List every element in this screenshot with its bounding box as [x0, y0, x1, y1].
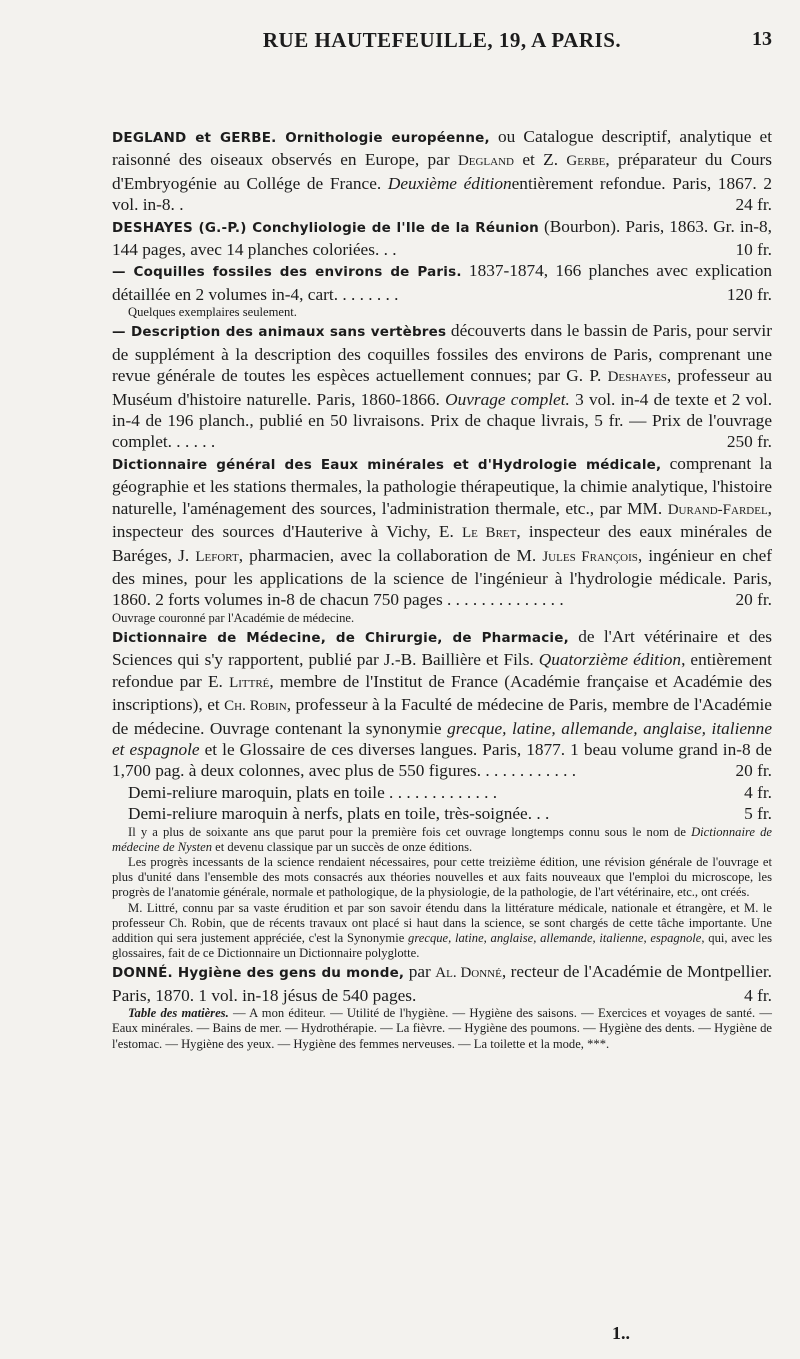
- binding-option: [112, 803, 772, 824]
- entry-text: et Z.: [513, 150, 567, 170]
- price: 24 fr.: [735, 195, 772, 215]
- note-languages: grecque, latine, anglaise, allemande, italienne, espagnole: [408, 931, 702, 946]
- binding-label: Demi-reliure maroquin à nerfs, plats en toile, très-soignée. . .: [128, 804, 550, 824]
- author-name: Durand-Fardel: [667, 501, 768, 518]
- entry-text: , entièrement refondue par E.: [112, 650, 772, 691]
- price: 10 fr.: [735, 240, 772, 260]
- author-name: Degland: [457, 153, 514, 170]
- entry-text: (Bourbon). Paris, 1863. Gr. in-8, 144 pages, avec 14 planches coloriées. . .: [112, 216, 772, 260]
- edition-note: Quatorzième édition: [538, 650, 682, 670]
- entry-coquilles: [112, 260, 772, 305]
- toc-text: — A mon éditeur. — Utilité de l'hygiène. — Hygiène des saisons. — Exercices et voyages de santé. — Eaux minérales. — Bains de mer. — Hydrothérapie. — La fièvre. — Hygiène des poumons. — Hygiène des dents. — Hygiène de l'estomac. — Hygiène des yeux. — Hygiène des femmes nerveuses. — La toilette et la mode, ***.: [112, 1006, 772, 1051]
- edition-note: Deuxième édition: [387, 173, 512, 193]
- entry-heading: Dictionnaire général des Eaux minérales et d'Hydrologie médicale,: [112, 456, 662, 473]
- entry-text: et le Glossaire de ces diverses langues. Paris, 1877. 1 beau volume grand in-8 de 1,700 pag. à deux colonnes, avec plus de 550 figures. . . . . . . . . . . .: [112, 739, 772, 781]
- entry-heading: — Description des animaux sans vertèbres: [112, 324, 447, 341]
- author-name: Ch. Robin: [224, 698, 287, 715]
- running-head: [112, 28, 772, 58]
- author-name: Le Bret: [462, 525, 517, 542]
- entry-heading: DEGLAND et GERBE. Ornithologie européenne,: [112, 130, 490, 146]
- entry-eaux-minerales: [112, 453, 772, 611]
- price: 5 fr.: [744, 804, 772, 824]
- price: 20 fr.: [735, 761, 772, 781]
- binding-label: Demi-reliure maroquin, plats en toile . . . . . . . . . . . . .: [128, 782, 498, 802]
- entry-deshayes: [112, 216, 772, 261]
- price: 4 fr.: [744, 782, 772, 802]
- page-number: 13: [752, 28, 772, 50]
- language-list: grecque, latine, allemande, anglaise, italienne et espagnole: [112, 718, 772, 759]
- catalogue-entries: [112, 126, 772, 1052]
- entry-text: , professeur à la Faculté de médecine de Paris, membre de l'Académie de médecine. Ouvrage contenant la synonymie: [112, 695, 772, 738]
- note-text: M. Littré, connu par sa vaste érudition et par son savoir étendu dans la littérature médicale, nationale et étrangère, et M. le professeur Ch. Robin, que de récents travaux ont placé si haut dans la science, se sont chargés de cette tâche importante. Une addition qui sera justement appréciée, c'est la Synonymie: [112, 900, 772, 946]
- price: 120 fr.: [726, 284, 772, 304]
- binding-option: [112, 782, 772, 803]
- entry-text: 1837-1874, 166 planches avec explication détaillée en 2 volumes in-4, cart. . . . . . . .: [112, 261, 772, 304]
- entry-text: ou Catalogue descriptif, analytique et raisonné des oiseaux observés en Europe, par: [112, 127, 773, 170]
- entry-text: , recteur de l'Académie de Montpellier. Paris, 1870. 1 vol. in-18 jésus de 540 pages.: [112, 962, 773, 1005]
- entry-donne: [112, 961, 772, 1006]
- entry-heading: Dictionnaire de Médecine, de Chirurgie, de Pharmacie,: [112, 629, 569, 646]
- note-text: , qui, avec les glossaires, fait de ce Dictionnaire un Dictionnaire polyglotte.: [112, 931, 772, 961]
- note-title: Dictionnaire de médecine de Nysten: [112, 824, 772, 854]
- entry-note: Les progrès incessants de la science rendaient nécessaires, pour cette treizième édition, une révision générale de l'ouvrage et plus d'unité dans l'ensemble des mots consacrés aux théories nouvelles et aux faits nouveaux que l'emploi du microscope, les progrès de l'anatomie générale, normale et pathologique, de la physiologie, de la pathologie, de l'art vétérinaire, etc., ont créés.: [112, 855, 772, 900]
- author-name: Gerbe: [566, 153, 606, 170]
- entry-text: , ingénieur en chef des mines, pour les applications de la science de l'ingénieur à l'hydrologie médicale. Paris, 1860. 2 forts volumes in-8 de chacun 750 pages . . . . . . . . . . . . . .: [112, 545, 773, 610]
- entry-text: découverts dans le bassin de Paris, pour servir de supplément à la description des coquilles fossiles des environs de Paris, comprenant une revue générale de toutes les espèces actuellement connues; par G. P.: [112, 321, 772, 386]
- entry-text: 3 vol. in-4 de texte et 2 vol. in-4 de 196 planch., publié en 50 livraisons. Prix de chaque livrais, 5 fr. — Prix de l'ouvrage complet. . . . . .: [112, 389, 773, 452]
- entry-text: comprenant la géographie et les stations thermales, la pathologie thérapeutique, la chimie analytique, l'histoire naturelle, l'aménagement des sources, l'administration thermale, etc., par MM.: [112, 453, 772, 518]
- author-name: Deshayes: [607, 369, 667, 386]
- entry-description: [112, 320, 772, 452]
- entry-text: par: [404, 962, 436, 982]
- entry-text: , professeur au Muséum d'histoire naturelle. Paris, 1860-1866.: [112, 366, 772, 409]
- entry-text: , membre de l'Institut de France (Académie française et Académie des inscriptions), et: [112, 671, 772, 715]
- note-text: et devenu classique par un succès de onze éditions.: [212, 839, 473, 854]
- author-name: Lefort: [195, 548, 239, 565]
- edition-note: Ouvrage complet.: [445, 389, 570, 409]
- author-name: Littré: [229, 674, 270, 691]
- price: 250 fr.: [726, 432, 772, 452]
- entry-text: entièrement refondue. Paris, 1867. 2 vol. in-8. .: [112, 173, 772, 215]
- entry-text: , inspecteur des sources d'Hauterive à Vichy, E.: [112, 498, 772, 542]
- entry-heading: DESHAYES (G.-P.) Conchyliologie de l'Ile de la Réunion: [112, 219, 539, 236]
- entry-heading: DONNÉ. Hygiène des gens du monde,: [112, 965, 405, 982]
- entry-note: [112, 901, 772, 962]
- entry-note: Quelques exemplaires seulement.: [128, 305, 297, 320]
- toc-label: Table des matières.: [128, 1006, 229, 1021]
- table-of-contents: [112, 1006, 772, 1052]
- entry-heading: — Coquilles fossiles des environs de Paris.: [112, 264, 462, 281]
- author-name: Al. Donné: [435, 965, 502, 982]
- signature-mark: 1..: [612, 1323, 630, 1343]
- entry-note: Ouvrage couronné par l'Académie de médecine.: [112, 610, 355, 625]
- entry-note: [112, 825, 772, 855]
- note-text: Il y a plus de soixante ans que parut pour la première fois cet ouvrage longtemps connu sous le nom de: [128, 824, 692, 839]
- author-name: Jules François: [542, 548, 638, 565]
- entry-dictionnaire-medecine: [112, 626, 772, 782]
- running-title: RUE HAUTEFEUILLE, 19, A PARIS.: [262, 28, 622, 52]
- entry-text: de l'Art vétérinaire et des Sciences qui s'y rapportent, publié par J.-B. Baillière et Fils.: [112, 626, 773, 670]
- entry-text: , pharmacien, avec la collaboration de M.: [238, 545, 543, 565]
- entry-text: , inspecteur des eaux minérales de Baréges, J.: [112, 522, 772, 565]
- entry-degland: [112, 126, 772, 216]
- price: 4 fr.: [744, 985, 772, 1005]
- entry-text: , préparateur du Cours d'Embryogénie au Collége de France.: [112, 150, 772, 193]
- price: 20 fr.: [735, 590, 772, 610]
